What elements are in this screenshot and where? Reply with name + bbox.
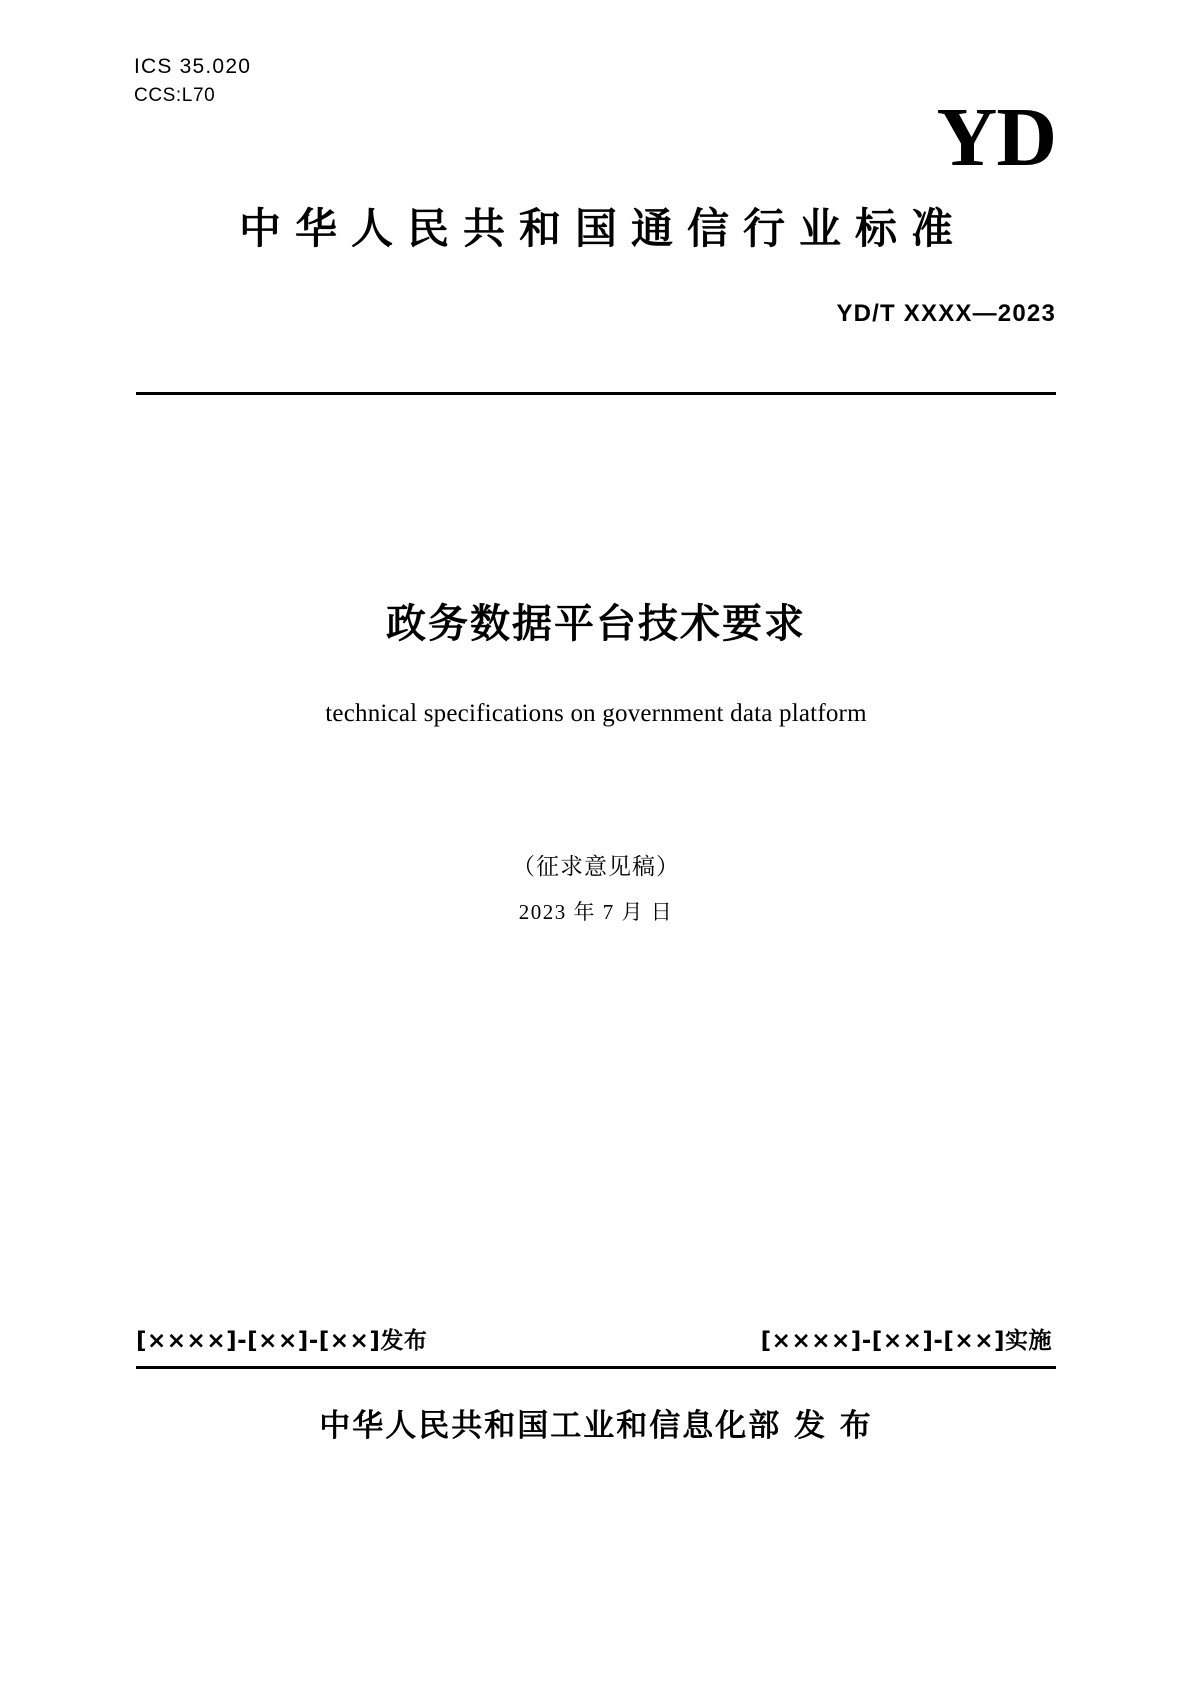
footer-divider-rule (136, 1366, 1056, 1369)
document-title-english: technical specifications on government data platform (325, 700, 867, 727)
draft-status-note: （征求意见稿） (512, 854, 680, 880)
ics-code: ICS 35.020 (134, 55, 252, 78)
ics-classification-block (134, 52, 251, 110)
release-date: [××××]-[××]-[××]发布 (136, 1328, 428, 1354)
footer-dates (136, 1322, 1056, 1355)
standard-series-title: 中华人民共和国通信行业标准 (238, 204, 967, 253)
issuing-authority: 中华人民共和国工业和信息化部 发 布 (319, 1408, 873, 1444)
draft-date: 2023 年 7 月 日 (518, 900, 674, 924)
ccs-code: CCS:L70 (134, 85, 216, 107)
yd-logo: YD (936, 91, 1056, 184)
document-title-chinese: 政务数据平台技术要求 (386, 601, 806, 647)
standard-number: YD/T XXXX—2023 (836, 300, 1056, 327)
implementation-date: [××××]-[××]-[××]实施 (760, 1328, 1052, 1354)
header-divider-rule (136, 392, 1056, 395)
